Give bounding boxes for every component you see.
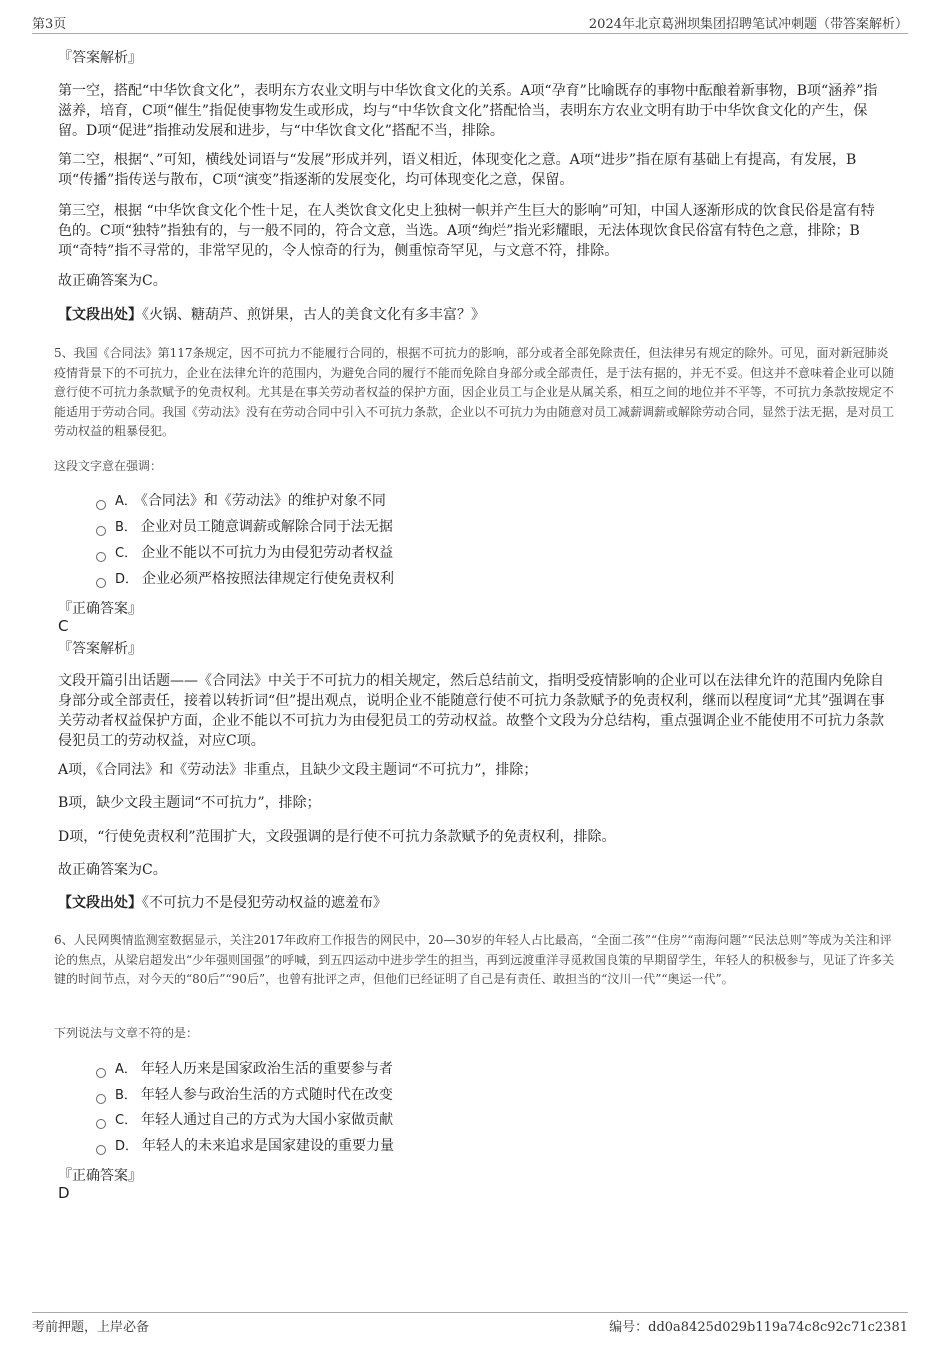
radio-icon[interactable]: [96, 500, 106, 510]
question-prompt: 这段文字意在强调：: [54, 459, 163, 473]
analysis-paragraph: 第三空，根据 “中华饮食文化个性十足，在人类饮食文化史上独树一帜并产生巨大的影响”可知，中国人逐渐形成的饮食民俗是富有特色的。C项“独特”指独有的，与一般不同的，符合文意，当选。A项“绚烂”指光彩耀眼，无法体现饮食民俗富有特色之意，排除；B项“奇特”指不寻常的，非常罕见的，令人惊奇的行为，侧重惊奇罕见，与文意不符，排除。: [58, 203, 875, 259]
correct-answer: C: [58, 617, 69, 635]
source-title: 《不可抗力不是侵犯劳动权益的遮羞布》: [142, 895, 387, 911]
option-d[interactable]: D． 企业必须严格按照法律规定行使免责权利: [96, 569, 394, 589]
radio-icon[interactable]: [96, 1094, 106, 1104]
option-b[interactable]: B． 年轻人参与政治生活的方式随时代在改变: [96, 1085, 393, 1105]
source-tag: 【文段出处】: [58, 895, 142, 911]
radio-icon[interactable]: [96, 526, 106, 536]
conclusion: 故正确答案为C。: [58, 273, 167, 289]
option-d[interactable]: D． 年轻人的未来追求是国家建设的重要力量: [96, 1136, 394, 1156]
option-c[interactable]: C． 年轻人通过自己的方式为大国小家做贡献: [96, 1110, 393, 1130]
document-title: 2024年北京葛洲坝集团招聘笔试冲刺题（带答案解析）: [588, 17, 908, 32]
conclusion: 故正确答案为C。: [58, 862, 167, 878]
correct-answer: D: [58, 1184, 70, 1202]
footer-slogan: 考前押题，上岸必备: [32, 1320, 150, 1335]
page-header: [32, 11, 908, 34]
analysis-label: 『答案解析』: [58, 641, 142, 657]
analysis-paragraph: A项，《合同法》和《劳动法》非重点，且缺少文段主题词“不可抗力”，排除；: [58, 762, 538, 778]
question-stem: 5、我国《合同法》第117条规定，因不可抗力不能履行合同的，根据不可抗力的影响，部分或者全部免除责任，但法律另有规定的除外。可见，面对新冠肺炎疫情背景下的不可抗力，企业在法律允许的范围内，为避免合同的履行不能而免除自身部分或全部责任，是于法有据的，并无不妥。但这并不意味着企业可以随意行使不可抗力条款赋予的免责权利。尤其是在事关劳动者权益的保护方面，因企业员工与企业是从属关系，相互之间的地位并不平等，不可抗力条款按规定不能适用于劳动合同。我国《劳动法》没有在劳动合同中引入不可抗力条款，企业以不可抗力为由随意对员工减薪调薪或解除劳动合同，显然于法无据，是对员工劳动权益的粗暴侵犯。: [54, 346, 895, 438]
source-line: [58, 305, 888, 325]
correct-answer-label: 『正确答案』: [58, 601, 142, 617]
question-stem: 6、人民网舆情监测室数据显示，关注2017年政府工作报告的网民中，20—30岁的年轻人占比最高，“全面二孩”“住房”“南海问题”“民法总则”等成为关注和评论的焦点，从梁启超发出“少年强则国强”的呼喊，到五四运动中进步学生的担当，再到远渡重洋寻觅救国良策的早期留学生，年轻人的积极参与，见证了许多关键的时间节点，对今天的“80后”“90后”，也曾有批评之声，但他们已经证明了自己是有责任、敢担当的“汶川一代”“奥运一代”。: [54, 933, 895, 986]
analysis-label: 『答案解析』: [58, 50, 142, 66]
option-a[interactable]: A． 《合同法》和《劳动法》的维护对象不同: [96, 491, 386, 511]
analysis-paragraph: 文段开篇引出话题——《合同法》中关于不可抗力的相关规定，然后总结前文，指明受疫情影响的企业可以在法律允许的范围内免除自身部分或全部责任，接着以转折词“但”提出观点，说明企业不能随意行使不可抗力条款赋予的免责权利，继而以程度词“尤其”强调在事关劳动者权益保护方面，企业不能以不可抗力为由侵犯员工的劳动权益。故整个文段为分总结构，重点强调企业不能使用不可抗力条款侵犯员工的劳动权益，对应C项。: [58, 673, 885, 749]
option-c[interactable]: C． 企业不能以不可抗力为由侵犯劳动者权益: [96, 543, 393, 563]
option-b[interactable]: B． 企业对员工随意调薪或解除合同于法无据: [96, 517, 393, 537]
radio-icon[interactable]: [96, 1119, 106, 1129]
correct-answer-label: 『正确答案』: [58, 1168, 142, 1184]
page-footer: [32, 1312, 908, 1335]
radio-icon[interactable]: [96, 578, 106, 588]
page-number: 第3页: [32, 17, 67, 32]
source-line: [58, 893, 888, 913]
analysis-paragraph: 第一空，搭配“中华饮食文化”，表明东方农业文明与中华饮食文化的关系。A项“孕育”比喻既存的事物中酝酿着新事物，B项“涵养”指滋养，培育，C项“催生”指促使事物发生或形成，均与“中华饮食文化”搭配恰当，表明东方农业文明有助于中华饮食文化的产生，保留。D项“促进”指推动发展和进步，与“中华饮食文化”搭配不当，排除。: [58, 83, 878, 139]
source-tag: 【文段出处】: [58, 307, 142, 323]
analysis-paragraph: B项，缺少文段主题词“不可抗力”，排除；: [58, 795, 321, 811]
document-id: 编号：dd0a8425d029b119a74c8c92c71c2381: [609, 1320, 908, 1335]
radio-icon[interactable]: [96, 552, 106, 562]
radio-icon[interactable]: [96, 1145, 106, 1155]
question-prompt: 下列说法与文章不符的是：: [54, 1026, 199, 1040]
option-a[interactable]: A． 年轻人历来是国家政治生活的重要参与者: [96, 1059, 393, 1079]
analysis-paragraph: D项，“行使免责权利”范围扩大，文段强调的是行使不可抗力条款赋予的免责权利，排除。: [58, 829, 616, 845]
radio-icon[interactable]: [96, 1068, 106, 1078]
analysis-paragraph: 第二空，根据“、”可知，横线处词语与“发展”形成并列，语义相近，体现变化之意。A项“进步”指在原有基础上有提高，有发展，B项“传播”指传送与散布，C项“演变”指逐渐的发展变化，均可体现变化之意，保留。: [58, 152, 857, 188]
source-title: 《火锅、糖葫芦、煎饼果，古人的美食文化有多丰富？》: [142, 307, 485, 323]
